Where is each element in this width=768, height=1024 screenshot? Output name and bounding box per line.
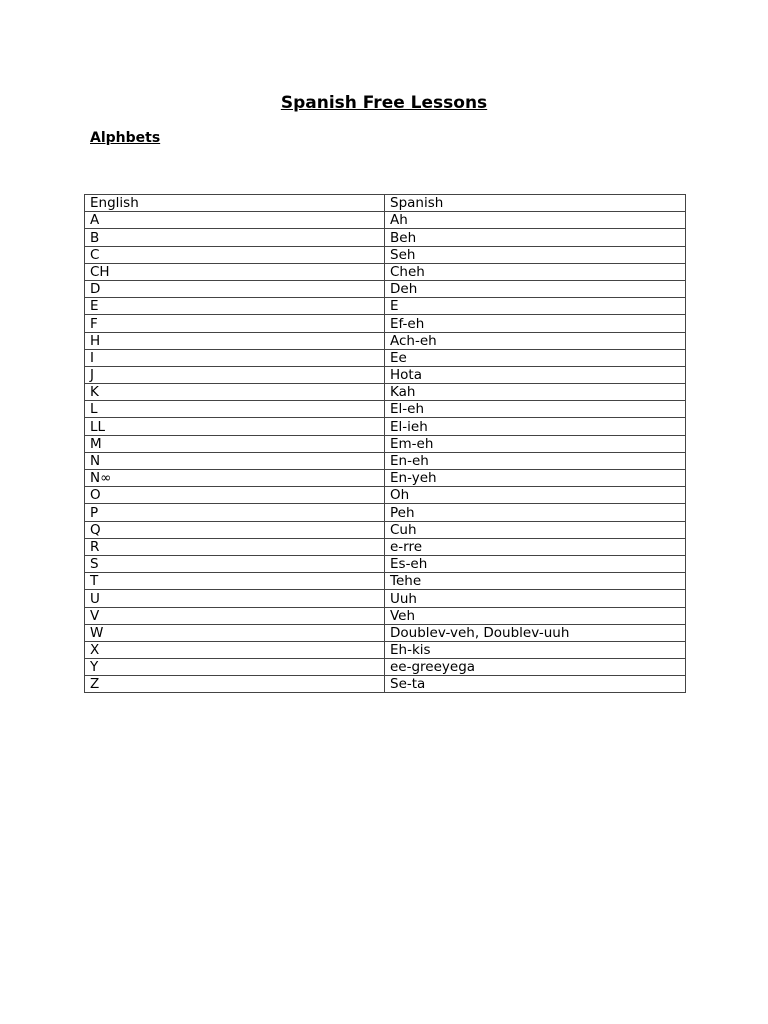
spanish-pronunciation-cell: Tehe	[385, 573, 686, 590]
spanish-pronunciation-cell: El-eh	[385, 401, 686, 418]
table-row	[85, 521, 686, 538]
table-row	[85, 676, 686, 693]
english-letter-cell: Y	[85, 659, 385, 676]
english-letter-cell: L	[85, 401, 385, 418]
column-header-spanish: Spanish	[385, 195, 686, 212]
table-row	[85, 607, 686, 624]
english-letter-cell: LL	[85, 418, 385, 435]
spanish-pronunciation-cell: El-ieh	[385, 418, 686, 435]
spanish-pronunciation-cell: Cheh	[385, 263, 686, 280]
spanish-pronunciation-cell: Uuh	[385, 590, 686, 607]
table-row	[85, 212, 686, 229]
spanish-pronunciation-cell: Deh	[385, 280, 686, 297]
table-row	[85, 332, 686, 349]
table-row	[85, 229, 686, 246]
table-row	[85, 555, 686, 572]
spanish-pronunciation-cell: En-yeh	[385, 470, 686, 487]
spanish-pronunciation-cell: Ah	[385, 212, 686, 229]
spanish-pronunciation-cell: Beh	[385, 229, 686, 246]
spanish-pronunciation-cell: Doublev-veh, Doublev-uuh	[385, 624, 686, 641]
english-letter-cell: N∞	[85, 470, 385, 487]
table-row	[85, 435, 686, 452]
english-letter-cell: E	[85, 298, 385, 315]
english-letter-cell: P	[85, 504, 385, 521]
spanish-pronunciation-cell: Cuh	[385, 521, 686, 538]
spanish-pronunciation-cell: Seh	[385, 246, 686, 263]
spanish-pronunciation-cell: ee-greeyega	[385, 659, 686, 676]
english-letter-cell: A	[85, 212, 385, 229]
english-letter-cell: F	[85, 315, 385, 332]
table-row	[85, 246, 686, 263]
table-row	[85, 504, 686, 521]
english-letter-cell: X	[85, 641, 385, 658]
spanish-pronunciation-cell: Es-eh	[385, 555, 686, 572]
english-letter-cell: V	[85, 607, 385, 624]
spanish-pronunciation-cell: Ee	[385, 349, 686, 366]
english-letter-cell: R	[85, 538, 385, 555]
table-row	[85, 659, 686, 676]
table-row	[85, 624, 686, 641]
spanish-pronunciation-cell: Em-eh	[385, 435, 686, 452]
spanish-pronunciation-cell: Ach-eh	[385, 332, 686, 349]
english-letter-cell: I	[85, 349, 385, 366]
english-letter-cell: K	[85, 384, 385, 401]
spanish-pronunciation-cell: Veh	[385, 607, 686, 624]
spanish-pronunciation-cell: E	[385, 298, 686, 315]
table-row	[85, 573, 686, 590]
table-row	[85, 263, 686, 280]
english-letter-cell: J	[85, 366, 385, 383]
english-letter-cell: C	[85, 246, 385, 263]
english-letter-cell: Z	[85, 676, 385, 693]
english-letter-cell: H	[85, 332, 385, 349]
table-row	[85, 470, 686, 487]
table-row	[85, 280, 686, 297]
english-letter-cell: B	[85, 229, 385, 246]
table-row	[85, 401, 686, 418]
table-row	[85, 590, 686, 607]
english-letter-cell: S	[85, 555, 385, 572]
english-letter-cell: M	[85, 435, 385, 452]
spanish-pronunciation-cell: Ef-eh	[385, 315, 686, 332]
spanish-pronunciation-cell: Hota	[385, 366, 686, 383]
table-row	[85, 418, 686, 435]
spanish-pronunciation-cell: Eh-kis	[385, 641, 686, 658]
english-letter-cell: D	[85, 280, 385, 297]
table-row	[85, 315, 686, 332]
english-letter-cell: T	[85, 573, 385, 590]
spanish-pronunciation-cell: Se-ta	[385, 676, 686, 693]
table-row	[85, 298, 686, 315]
table-row	[85, 487, 686, 504]
spanish-pronunciation-cell: e-rre	[385, 538, 686, 555]
column-header-english: English	[85, 195, 385, 212]
table-row	[85, 452, 686, 469]
table-row	[85, 538, 686, 555]
section-heading: Alphbets	[90, 130, 161, 146]
table-body	[85, 195, 686, 693]
spanish-pronunciation-cell: En-eh	[385, 452, 686, 469]
english-letter-cell: O	[85, 487, 385, 504]
table-row	[85, 349, 686, 366]
english-letter-cell: CH	[85, 263, 385, 280]
table-row	[85, 384, 686, 401]
alphabet-table	[84, 194, 686, 693]
table-row	[85, 641, 686, 658]
spanish-pronunciation-cell: Peh	[385, 504, 686, 521]
spanish-pronunciation-cell: Kah	[385, 384, 686, 401]
english-letter-cell: U	[85, 590, 385, 607]
table-row	[85, 366, 686, 383]
table-header-row	[85, 195, 686, 212]
spanish-pronunciation-cell: Oh	[385, 487, 686, 504]
english-letter-cell: N	[85, 452, 385, 469]
english-letter-cell: W	[85, 624, 385, 641]
page-title: Spanish Free Lessons	[280, 93, 488, 113]
english-letter-cell: Q	[85, 521, 385, 538]
